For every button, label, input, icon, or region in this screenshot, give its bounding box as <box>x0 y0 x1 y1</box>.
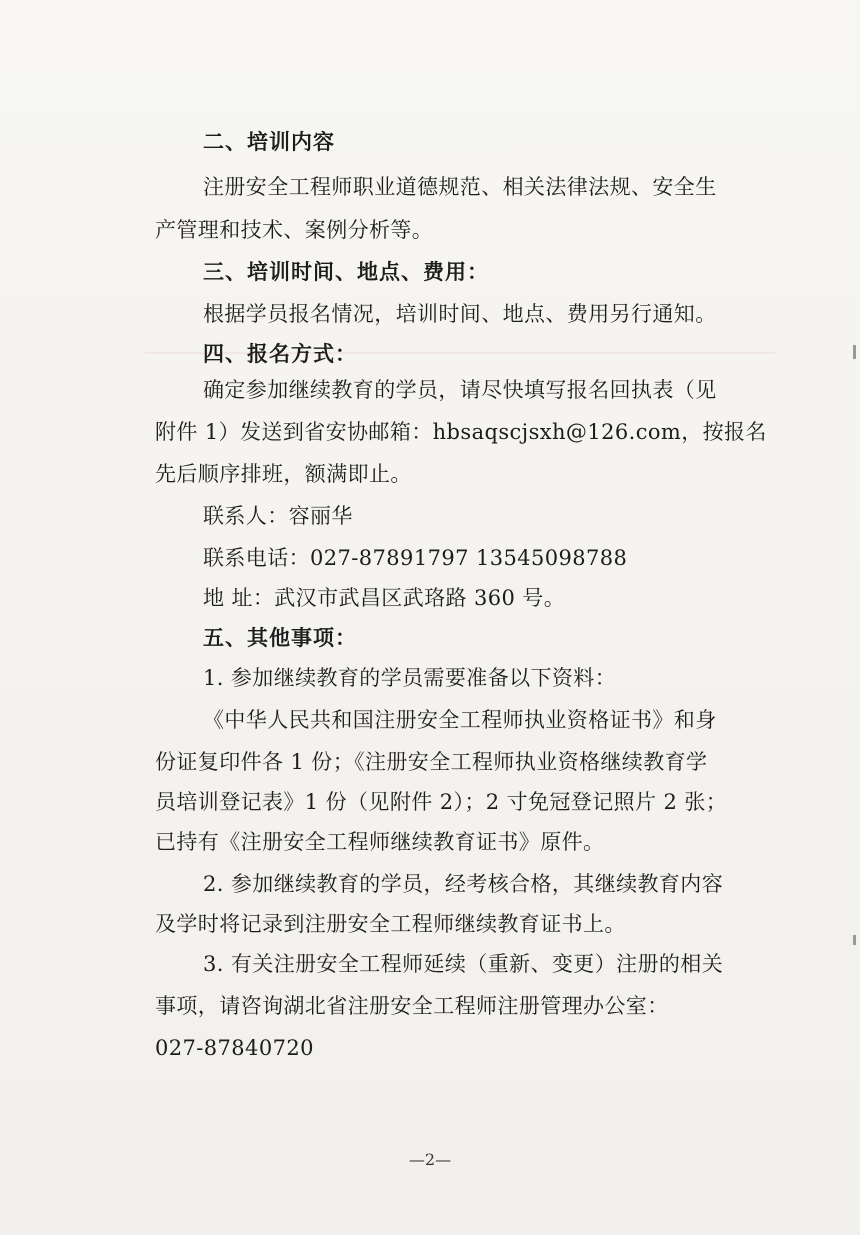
section2-body-line1: 注册安全工程师职业道德规范、相关法律法规、安全生 <box>203 175 717 199</box>
section4-body-line3: 先后顺序排班，额满即止。 <box>155 462 412 486</box>
section3-heading: 三、培训时间、地点、费用： <box>203 259 489 284</box>
item1-line3: 员培训登记表》1 份（见附件 2）；2 寸免冠登记照片 2 张； <box>155 790 728 814</box>
scan-edge-mark <box>853 345 856 359</box>
item2-line1: 2. 参加继续教育的学员，经考核合格，其继续教育内容 <box>203 872 724 896</box>
contact-phone: 联系电话：027-87891797 13545098788 <box>203 546 628 570</box>
section4-body-line1: 确定参加继续教育的学员，请尽快填写报名回执表（见 <box>203 378 717 402</box>
section3-body: 根据学员报名情况，培训时间、地点、费用另行通知。 <box>203 302 717 326</box>
section5-heading: 五、其他事项： <box>203 625 357 650</box>
section2-body-line2: 产管理和技术、案例分析等。 <box>155 218 434 242</box>
item2-line2: 及学时将记录到注册安全工程师继续教育证书上。 <box>155 912 626 936</box>
item1-line2: 份证复印件各 1 份；《注册安全工程师执业资格继续教育学 <box>155 750 708 774</box>
scan-edge-mark <box>853 935 856 945</box>
section4-heading: 四、报名方式： <box>203 341 357 366</box>
section2-heading: 二、培训内容 <box>203 129 335 154</box>
item3-line2: 事项，请咨询湖北省注册安全工程师注册管理办公室： <box>155 994 669 1018</box>
page-number: —2— <box>408 1150 452 1169</box>
contact-person: 联系人：容丽华 <box>203 504 353 528</box>
item1-line4: 已持有《注册安全工程师继续教育证书》原件。 <box>155 830 605 854</box>
item3-line3: 027-87840720 <box>155 1036 314 1060</box>
item3-line1: 3. 有关注册安全工程师延续（重新、变更）注册的相关 <box>203 952 724 976</box>
contact-address: 地 址：武汉市武昌区武珞路 360 号。 <box>203 586 566 610</box>
item1-line1: 《中华人民共和国注册安全工程师执业资格证书》和身 <box>203 708 717 732</box>
section4-body-line2: 附件 1）发送到省安协邮箱：hbsaqscjsxh@126.com，按报名 <box>155 420 767 444</box>
item1-intro: 1. 参加继续教育的学员需要准备以下资料： <box>203 666 617 690</box>
